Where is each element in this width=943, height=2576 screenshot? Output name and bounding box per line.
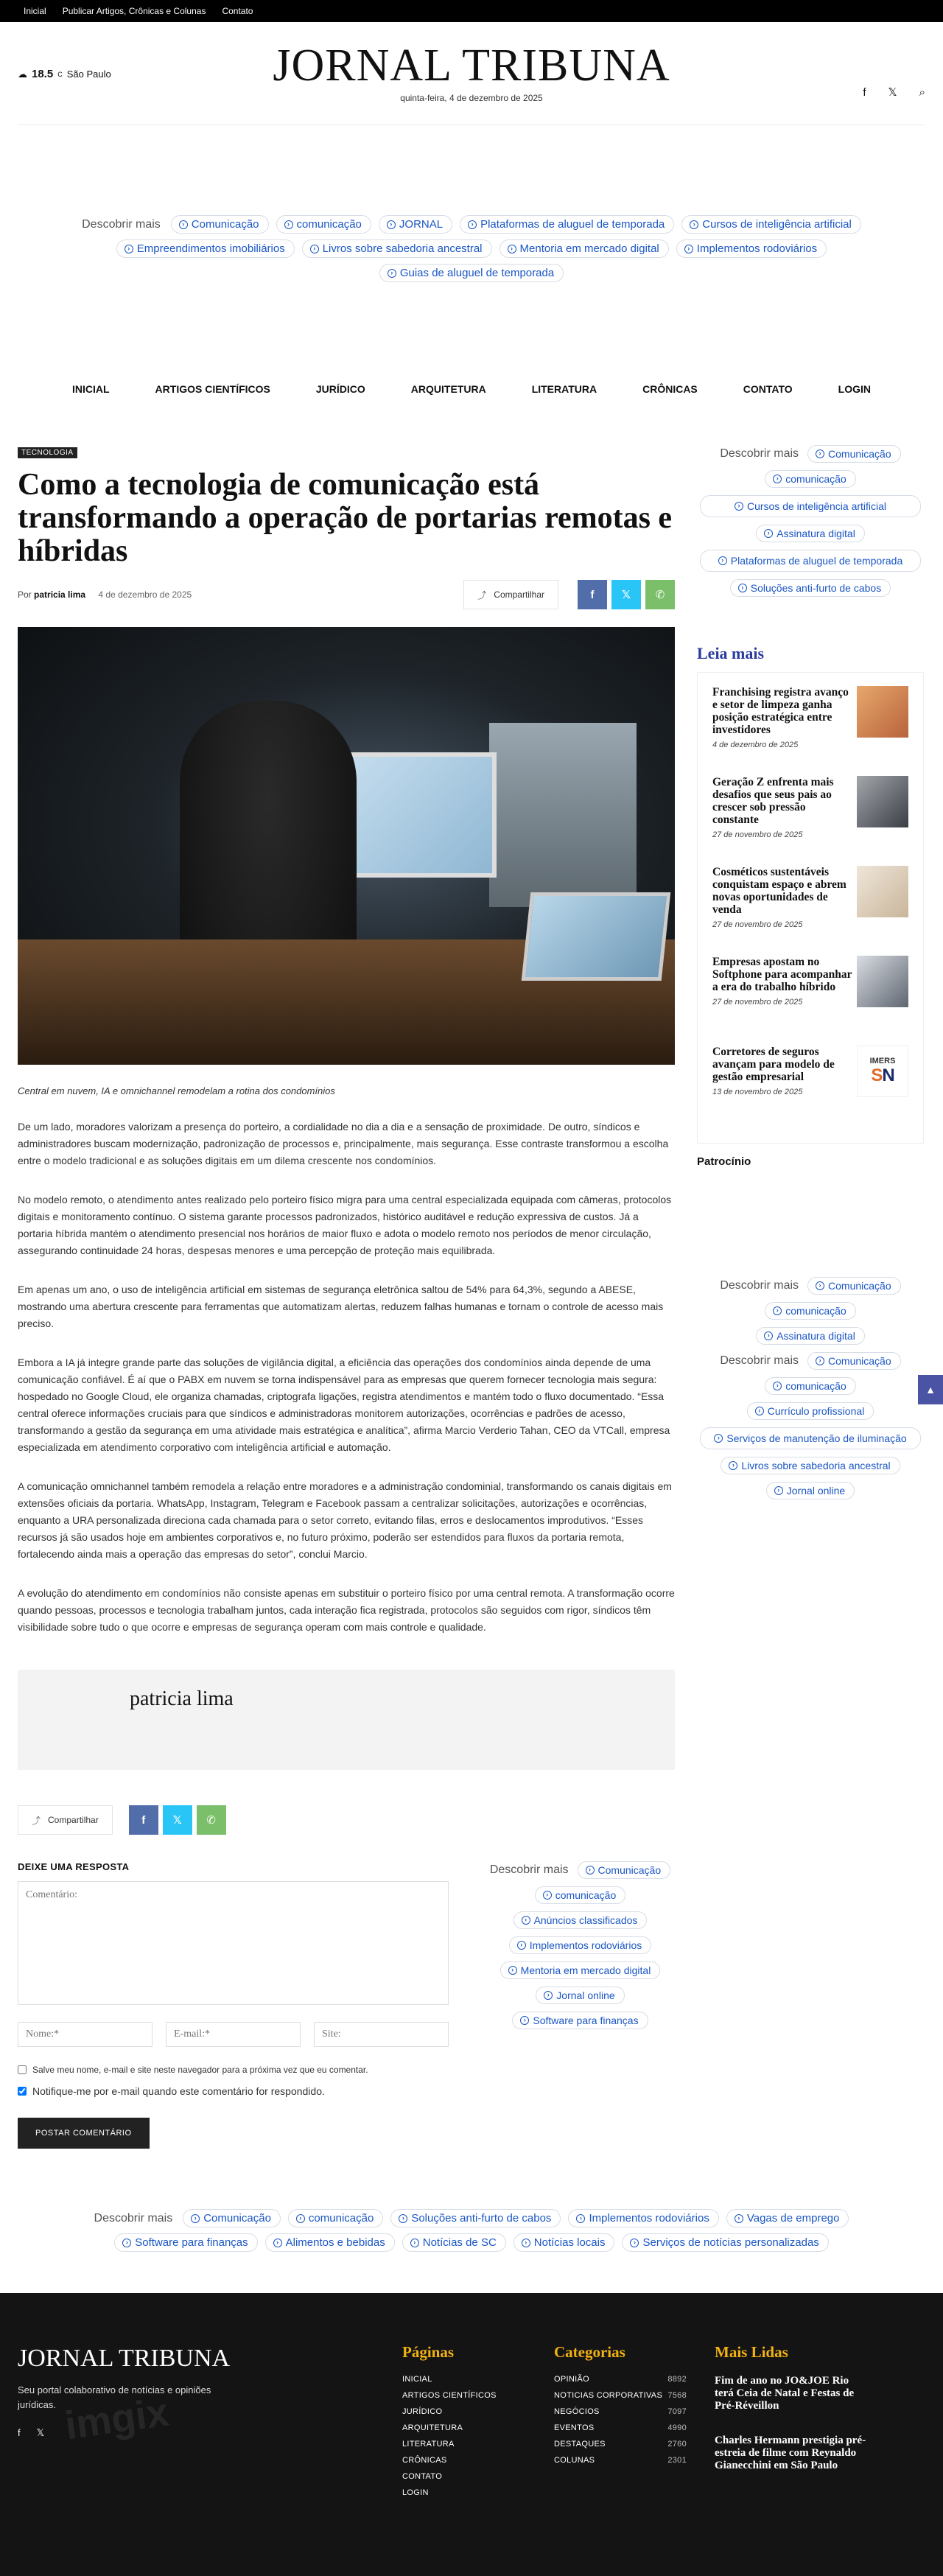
- share-whatsapp-button[interactable]: [197, 1805, 226, 1835]
- leia-mais-item[interactable]: [712, 956, 908, 1029]
- x-twitter-icon: 𝕏: [621, 589, 631, 601]
- site-logo[interactable]: JORNAL TRIBUNA: [273, 41, 670, 91]
- leia-mais-thumbnail[interactable]: [857, 866, 908, 917]
- share-facebook-button[interactable]: [578, 580, 607, 609]
- category-name: DESTAQUES: [554, 2440, 606, 2449]
- temperature: 18.5: [32, 68, 54, 80]
- arrow-circle-icon: ›: [410, 2239, 419, 2247]
- nav-item[interactable]: LITERATURA: [531, 383, 597, 395]
- whatsapp-icon: ✆: [655, 589, 665, 601]
- discover-pill-label: Livros sobre sabedoria ancestral: [322, 242, 483, 255]
- discover-pill-label: Alimentos e bebidas: [285, 2236, 385, 2249]
- discover-pill-label: Notícias locais: [533, 2236, 606, 2249]
- discover-pill[interactable]: [379, 264, 564, 282]
- arrow-circle-icon: ›: [773, 1382, 782, 1390]
- discover-pill[interactable]: [756, 525, 865, 542]
- arrow-circle-icon: ›: [273, 2239, 282, 2247]
- chevron-up-icon: ▲: [925, 1384, 936, 1396]
- share-x-button[interactable]: [163, 1805, 192, 1835]
- footer-category-link[interactable]: [554, 2407, 687, 2416]
- arrow-circle-icon: ›: [764, 529, 773, 538]
- discover-pill[interactable]: [726, 2209, 849, 2227]
- footer-mais-lidas: [715, 2343, 869, 2472]
- footer-pages-title: Páginas: [402, 2343, 455, 2361]
- discover-pill-label: comunicação: [555, 1889, 617, 1901]
- leia-mais-thumbnail[interactable]: [857, 776, 908, 827]
- discover-pill[interactable]: [390, 2209, 561, 2227]
- discover-pill[interactable]: [676, 239, 827, 258]
- mais-lidas-item[interactable]: Fim de ano no JO&JOE Rio terá Ceia de Natal e Festas de Pré-Réveillon: [715, 2375, 855, 2412]
- article-paragraph: No modelo remoto, o atendimento antes realizado pelo porteiro físico migra para uma central especializada equipada com câmeras, protocolos digitais e monitoramento contínuo. O sistema garante processos padronizados, histórico auditável e redução expressiva de custos. Já a portaria híbrida mantém o atendimento presencial nos horários de maior fluxo e adota o modelo remoto nos períodos de menor circulação, assegurando continuidade 24 horas, despesas menores e uma percepção de proteção mais equilibrada.: [18, 1194, 672, 1256]
- discover-pill-label: Mentoria em mercado digital: [520, 1964, 651, 1976]
- category-name: COLUNAS: [554, 2456, 595, 2465]
- footer-page-link[interactable]: CONTATO: [402, 2472, 443, 2481]
- arrow-circle-icon: ›: [773, 475, 782, 483]
- discover-pill-label: Vagas de emprego: [746, 2212, 840, 2225]
- discover-pill[interactable]: [721, 1457, 900, 1474]
- discover-pill-label: Mentoria em mercado digital: [519, 242, 659, 255]
- discover-label: Descobrir mais: [94, 2211, 173, 2225]
- leia-mais-date: 13 de novembro de 2025: [712, 1088, 803, 1096]
- arrow-circle-icon: ›: [310, 245, 319, 253]
- discover-label: Descobrir mais: [720, 1279, 799, 1292]
- arrow-circle-icon: ›: [522, 1916, 530, 1925]
- weather-city: São Paulo: [66, 69, 111, 80]
- post-comment-button[interactable]: POSTAR COMENTÁRIO: [18, 2118, 150, 2149]
- discover-pill-label: comunicação: [785, 1305, 846, 1317]
- discover-pill-label: Comunicação: [203, 2212, 271, 2225]
- category-tag[interactable]: TECNOLOGIA: [18, 447, 77, 458]
- footer-category-link[interactable]: [554, 2423, 687, 2432]
- temperature-unit: C: [57, 70, 63, 78]
- share-button-bottom[interactable]: [18, 1805, 113, 1835]
- discover-pill-label: Cursos de inteligência artificial: [746, 500, 887, 512]
- discover-more-comments: [485, 1861, 675, 2149]
- scroll-top-button[interactable]: [918, 1375, 943, 1404]
- leia-mais-title: Leia mais: [697, 644, 765, 662]
- leia-mais-thumbnail[interactable]: [857, 956, 908, 1007]
- discover-pill-label: Assinatura digital: [777, 528, 855, 539]
- discover-pill[interactable]: [807, 1277, 901, 1295]
- discover-pill[interactable]: [766, 1482, 855, 1499]
- footer-category-link[interactable]: [554, 2440, 687, 2449]
- leia-mais-item[interactable]: [712, 866, 908, 939]
- x-twitter-icon: 𝕏: [172, 1814, 182, 1827]
- arrow-circle-icon: ›: [122, 2239, 131, 2247]
- name-field[interactable]: [18, 2022, 153, 2047]
- leia-mais-date: 27 de novembro de 2025: [712, 998, 803, 1007]
- discover-pill[interactable]: [114, 2233, 257, 2252]
- discover-pill[interactable]: [765, 470, 856, 488]
- discover-pill[interactable]: [535, 1886, 626, 1904]
- share-label: Compartilhar: [48, 1815, 99, 1825]
- arrow-circle-icon: ›: [586, 1866, 595, 1875]
- discover-more-top: [0, 125, 943, 361]
- discover-pill[interactable]: [379, 215, 452, 234]
- discover-pill-label: Comunicação: [828, 448, 891, 460]
- comment-form-title: DEIXE UMA RESPOSTA: [18, 1861, 130, 1872]
- arrow-circle-icon: ›: [773, 1306, 782, 1315]
- article-paragraph: Em apenas um ano, o uso de inteligência artificial em sistemas de segurança eletrônica saltou de 54% para 64,3%, segundo a ABESE, mostrando uma abertura crescente para ferramentas que automatizam alertas, reduzem falhas humanas e tornam o controle de acesso mais preciso.: [18, 1284, 664, 1329]
- top-bar: [0, 0, 943, 22]
- discover-pill[interactable]: [578, 1861, 671, 1879]
- footer-pages: [402, 2343, 497, 2505]
- leia-mais-headline[interactable]: Franchising registra avanço e setor de limpeza ganha posição estratégica entre investidores: [712, 686, 849, 736]
- discover-pill[interactable]: [700, 550, 921, 572]
- discover-pill-label: Plataformas de aluguel de temporada: [480, 218, 665, 231]
- topbar-link-contato[interactable]: Contato: [222, 6, 253, 16]
- arrow-circle-icon: ›: [543, 1891, 552, 1900]
- arrow-circle-icon: ›: [630, 2239, 639, 2247]
- facebook-icon: f: [590, 588, 595, 601]
- author-box-name[interactable]: patricia lima: [130, 1687, 234, 1710]
- leia-mais-headline[interactable]: Corretores de seguros avançam para modelo de gestão empresarial: [712, 1046, 835, 1083]
- nav-item[interactable]: CONTATO: [743, 383, 793, 395]
- cloud-icon: ☁: [18, 68, 27, 80]
- hero-image: [18, 627, 675, 1065]
- discover-pill[interactable]: [756, 1327, 865, 1345]
- share-whatsapp-button[interactable]: [645, 580, 675, 609]
- discover-pill[interactable]: [536, 1987, 624, 2004]
- arrow-circle-icon: ›: [179, 220, 188, 229]
- category-count: 7568: [667, 2391, 687, 2400]
- arrow-circle-icon: ›: [755, 1407, 764, 1415]
- arrow-circle-icon: ›: [284, 220, 293, 229]
- sidebar: [697, 445, 924, 2149]
- arrow-circle-icon: ›: [735, 502, 743, 511]
- article-body: [18, 1119, 675, 1636]
- arrow-circle-icon: ›: [544, 1991, 553, 2000]
- discover-pill[interactable]: [747, 1402, 874, 1420]
- discover-pill-label: Jornal online: [786, 1485, 846, 1497]
- byline: [18, 589, 192, 600]
- discover-pill-label: comunicação: [785, 473, 846, 485]
- leia-mais-thumbnail[interactable]: [857, 686, 908, 738]
- footer-page-link[interactable]: JURÍDICO: [402, 2407, 443, 2416]
- discover-pill-label: comunicação: [296, 218, 362, 231]
- discover-pill-label: Guias de aluguel de temporada: [399, 267, 555, 279]
- discover-pill[interactable]: [513, 2233, 615, 2252]
- category-count: 8892: [667, 2375, 687, 2384]
- leia-mais-headline[interactable]: Geração Z enfrenta mais desafios que seus pais ao crescer sob pressão constante: [712, 776, 834, 826]
- arrow-circle-icon: ›: [522, 2239, 530, 2247]
- discover-pill-label: Comunicação: [191, 218, 259, 231]
- discover-pill[interactable]: [302, 239, 492, 258]
- category-name: OPINIÃO: [554, 2375, 589, 2384]
- discover-pill-label: Livros sobre sabedoria ancestral: [741, 1460, 891, 1471]
- email-field[interactable]: [166, 2022, 301, 2047]
- footer: [0, 2293, 943, 2576]
- main-nav: [0, 361, 943, 413]
- share-icon: ⤴: [32, 1815, 41, 1826]
- share-facebook-button[interactable]: [129, 1805, 158, 1835]
- arrow-circle-icon: ›: [774, 1486, 783, 1495]
- leia-mais-headline[interactable]: Cosméticos sustentáveis conquistam espaço e abrem novas oportunidades de venda: [712, 866, 846, 916]
- discover-pill-label: Software para finanças: [135, 2236, 248, 2249]
- byline-prefix: Por: [18, 589, 32, 600]
- topbar-link-inicial[interactable]: Inicial: [24, 6, 46, 16]
- discover-label: Descobrir mais: [720, 1354, 799, 1367]
- save-info-label: Salve meu nome, e-mail e site neste navegador para a próxima vez que eu comentar.: [32, 2065, 368, 2075]
- arrow-circle-icon: ›: [296, 2214, 305, 2223]
- leia-mais-item[interactable]: [712, 686, 908, 760]
- category-count: 4990: [667, 2423, 687, 2432]
- discover-pill-label: Jornal online: [556, 1989, 615, 2001]
- leia-mais-list: [697, 672, 924, 1144]
- footer-page-link[interactable]: INICIAL: [402, 2375, 432, 2384]
- share-x-button[interactable]: [611, 580, 641, 609]
- discover-pill[interactable]: [499, 239, 669, 258]
- arrow-circle-icon: ›: [517, 1941, 526, 1950]
- discover-pill[interactable]: [807, 1352, 901, 1370]
- discover-pill-label: Implementos rodoviários: [589, 2212, 709, 2225]
- category-count: 2760: [667, 2440, 687, 2449]
- arrow-circle-icon: ›: [508, 1966, 517, 1975]
- facebook-icon[interactable]: f: [863, 85, 866, 99]
- arrow-circle-icon: ›: [125, 245, 133, 253]
- discover-pill-label: Assinatura digital: [777, 1330, 855, 1342]
- discover-pill[interactable]: [807, 445, 901, 463]
- save-info-checkbox[interactable]: [18, 2065, 27, 2074]
- image-caption: Central em nuvem, IA e omnichannel remodelam a rotina dos condomínios: [18, 1085, 335, 1096]
- search-icon[interactable]: ⌕: [919, 85, 925, 99]
- discover-pill-label: Comunicação: [597, 1864, 662, 1876]
- discover-pill[interactable]: [509, 1936, 652, 1954]
- footer-page-link[interactable]: ARQUITETURA: [402, 2423, 463, 2432]
- x-twitter-icon[interactable]: 𝕏: [36, 2427, 45, 2438]
- discover-pill-label: Software para finanças: [533, 2015, 639, 2026]
- arrow-circle-icon: ›: [816, 449, 824, 458]
- imers-logo: SN: [871, 1065, 894, 1085]
- article-paragraph: A evolução do atendimento em condomínios não consiste apenas em substituir o porteiro físico por uma central remota. A transformação ocorre quando pessoas, processos e tecnologia trabalham juntos, cada interação fica registrada, protocolos são seguidos com rigor, síndicos têm visibilidade sobre tudo o que ocorre e empresas de segurança operam com mais controle e qualidade.: [18, 1587, 675, 1633]
- discover-more-bottom: [0, 2149, 943, 2293]
- discover-pill[interactable]: [183, 2209, 281, 2227]
- arrow-circle-icon: ›: [684, 245, 693, 253]
- discover-pill-label: Comunicação: [828, 1280, 891, 1292]
- topbar-link-publicar[interactable]: Publicar Artigos, Crônicas e Colunas: [62, 6, 206, 16]
- leia-mais-date: 27 de novembro de 2025: [712, 830, 803, 839]
- category-name: NEGÓCIOS: [554, 2407, 600, 2416]
- article-date: 4 de dezembro de 2025: [98, 589, 192, 600]
- discover-pill-label: Empreendimentos imobiliários: [136, 242, 285, 255]
- footer-category-link[interactable]: [554, 2391, 687, 2400]
- discover-pill[interactable]: [622, 2233, 828, 2252]
- site-field[interactable]: [314, 2022, 449, 2047]
- whatsapp-icon: ✆: [206, 1814, 216, 1827]
- arrow-circle-icon: ›: [468, 220, 477, 229]
- arrow-circle-icon: ›: [387, 220, 396, 229]
- x-twitter-icon[interactable]: 𝕏: [888, 86, 897, 99]
- discover-pill-label: Comunicação: [828, 1355, 891, 1367]
- discover-pill-label: JORNAL: [399, 218, 444, 231]
- imers-label: IMERS: [869, 1057, 896, 1065]
- header-date: quinta-feira, 4 de dezembro de 2025: [400, 93, 543, 103]
- facebook-icon: f: [141, 1813, 146, 1827]
- footer-page-link[interactable]: LOGIN: [402, 2488, 429, 2497]
- arrow-circle-icon: ›: [576, 2214, 585, 2223]
- arrow-circle-icon: ›: [690, 220, 698, 229]
- discover-label: Descobrir mais: [489, 1863, 569, 1876]
- discover-pill[interactable]: [171, 215, 269, 234]
- footer-page-link[interactable]: CRÔNICAS: [402, 2456, 447, 2465]
- discover-pill-label: Soluções anti-furto de cabos: [750, 582, 882, 594]
- leia-mais-date: 27 de novembro de 2025: [712, 920, 803, 929]
- footer-categories: [554, 2343, 687, 2472]
- nav-item[interactable]: ARTIGOS CIENTÍFICOS: [155, 383, 270, 395]
- arrow-circle-icon: ›: [399, 2214, 407, 2223]
- author-box: [18, 1670, 675, 1770]
- share-button[interactable]: [463, 580, 558, 609]
- nav-item[interactable]: ARQUITETURA: [410, 383, 486, 395]
- discover-pill[interactable]: [700, 495, 921, 517]
- discover-pill[interactable]: [765, 1302, 856, 1320]
- arrow-circle-icon: ›: [714, 1434, 723, 1443]
- footer-category-link[interactable]: [554, 2375, 687, 2384]
- discover-pill-label: Implementos rodoviários: [696, 242, 818, 255]
- discover-pill-label: Implementos rodoviários: [529, 1939, 642, 1951]
- footer-logo[interactable]: JORNAL TRIBUNA: [18, 2345, 231, 2372]
- author-link[interactable]: patricia lima: [34, 589, 86, 600]
- discover-pill-label: comunicação: [785, 1380, 846, 1392]
- footer-page-link[interactable]: LITERATURA: [402, 2440, 455, 2449]
- discover-pill[interactable]: [276, 215, 371, 234]
- discover-label: Descobrir mais: [720, 447, 799, 460]
- comment-form: [18, 1861, 449, 2149]
- nav-item[interactable]: JURÍDICO: [315, 383, 365, 395]
- category-name: NOTICIAS CORPORATIVAS: [554, 2391, 663, 2400]
- leia-mais-item[interactable]: [712, 776, 908, 850]
- article-paragraph: A comunicação omnichannel também remodela a relação entre moradores e a administração condominial, transformando os canais digitais em extensões oficiais da portaria. WhatsApp, Instagram, Telegram e Facebook passam a centralizar solicitações, autorizações e ocorrências, enquanto a URA personalizada direciona cada chamada para o setor correto, evitando filas, erros e deslocamentos improdutivos. “Esses recursos já são usados hoje em ambientes corporativos e, no futuro próximo, poderão ser estendidos para fluxos da portaria remota, fortalecendo ainda mais a operação das empresas do setor”, conclui Marcio.: [18, 1480, 672, 1560]
- arrow-circle-icon: ›: [816, 1357, 824, 1365]
- discover-pill[interactable]: [681, 215, 861, 234]
- nav-item[interactable]: LOGIN: [838, 383, 871, 395]
- site-header: [18, 22, 925, 125]
- nav-item[interactable]: INICIAL: [71, 383, 110, 395]
- article-main: [18, 445, 675, 2149]
- discover-label: Descobrir mais: [82, 217, 161, 231]
- discover-pill-label: Notícias de SC: [422, 2236, 497, 2249]
- discover-pill-label: Cursos de inteligência artificial: [702, 218, 852, 231]
- footer-category-link[interactable]: [554, 2456, 687, 2465]
- arrow-circle-icon: ›: [764, 1331, 773, 1340]
- category-name: EVENTOS: [554, 2423, 595, 2432]
- discover-pill-label: Plataformas de aluguel de temporada: [730, 555, 903, 567]
- footer-page-link[interactable]: ARTIGOS CIENTÍFICOS: [402, 2391, 497, 2400]
- discover-pill[interactable]: [568, 2209, 718, 2227]
- arrow-circle-icon: ›: [508, 245, 516, 253]
- footer-mais-title: Mais Lidas: [715, 2343, 788, 2361]
- footer-watermark: imgix: [62, 2390, 172, 2449]
- category-count: 2301: [667, 2456, 687, 2465]
- discover-pill[interactable]: [288, 2209, 383, 2227]
- leia-mais-headline[interactable]: Empresas apostam no Softphone para acompanhar a era do trabalho híbrido: [712, 956, 852, 993]
- discover-pill-label: Serviços de notícias personalizadas: [642, 2236, 819, 2249]
- discover-pill-label: Currículo profissional: [767, 1405, 865, 1417]
- discover-pill[interactable]: [402, 2233, 506, 2252]
- arrow-circle-icon: ›: [718, 556, 727, 565]
- share-icon: ⤴: [477, 589, 487, 601]
- discover-pill[interactable]: [500, 1961, 661, 1979]
- discover-pill[interactable]: [700, 1427, 921, 1449]
- discover-pill-label: Anúncios classificados: [533, 1914, 638, 1926]
- notify-checkbox[interactable]: [18, 2087, 27, 2096]
- footer-categories-title: Categorias: [554, 2343, 625, 2361]
- leia-mais-date: 4 de dezembro de 2025: [712, 741, 799, 749]
- comment-textarea[interactable]: [18, 1881, 449, 2005]
- category-count: 7097: [667, 2407, 687, 2416]
- arrow-circle-icon: ›: [738, 584, 747, 592]
- discover-pill[interactable]: [513, 1911, 648, 1929]
- nav-item[interactable]: CRÔNICAS: [642, 383, 698, 395]
- share-label: Compartilhar: [494, 589, 544, 600]
- notify-label: Notifique-me por e-mail quando este comentário for respondido.: [32, 2085, 325, 2097]
- discover-pill[interactable]: [460, 215, 674, 234]
- discover-pill[interactable]: [116, 239, 295, 258]
- arrow-circle-icon: ›: [729, 1461, 737, 1470]
- article-title: Como a tecnologia de comunicação está transformando a operação de portarias remotas e híbridas: [18, 468, 673, 568]
- arrow-circle-icon: ›: [735, 2214, 743, 2223]
- leia-mais-item[interactable]: [712, 1046, 908, 1119]
- arrow-circle-icon: ›: [388, 269, 396, 278]
- discover-pill-label: Serviços de manutenção de iluminação: [726, 1432, 907, 1444]
- discover-pill[interactable]: [265, 2233, 395, 2252]
- article-paragraph: Embora a IA já integre grande parte das soluções de vigilância digital, a eficiência das operações dos condomínios ainda depende de uma comunicação confiável. É aí que o PABX em nuvem se torna indispensável para as empresas que querem fornecer tecnologia mais segura: hospedado no Google Cloud, ele organiza chamadas, criptografa ligações, registra atendimentos e mantém todo o fluxo documentado. “Essa central oferece informações cruciais para que síndicos e administradoras monitorem autorizações, ocorrências e padrões de acesso, transformando a gestão da segurança em uma atividade mais estratégica e analítica”, afirma Marcio Verderio Tahan, CEO da VTCall, empresa especializada em atendimento corporativo com inteligência artificial e automação.: [18, 1357, 670, 1453]
- discover-pill[interactable]: [730, 579, 891, 597]
- mais-lidas-item[interactable]: Charles Hermann prestigia pré-estreia de filme com Reynaldo Gianecchini em São Paulo: [715, 2435, 866, 2471]
- facebook-icon[interactable]: f: [18, 2427, 21, 2438]
- leia-mais-thumbnail[interactable]: [857, 1046, 908, 1097]
- article-paragraph: De um lado, moradores valorizam a presença do porteiro, a cordialidade no dia a dia e a sensação de proximidade. De outro, síndicos e administradores buscam modernização, padronização de processos e, principalmente, mais segurança. Esse contraste transformou a escolha entre o modelo tradicional e as soluções digitais em um dilema crescente nos condomínios.: [18, 1121, 669, 1166]
- discover-pill-label: comunicação: [308, 2212, 374, 2225]
- patrocinio-label: Patrocínio: [697, 1155, 751, 1168]
- discover-pill[interactable]: [765, 1377, 856, 1395]
- arrow-circle-icon: ›: [191, 2214, 200, 2223]
- arrow-circle-icon: ›: [816, 1281, 824, 1290]
- footer-tagline: Seu portal colaborativo de notícias e opiniões jurídicas.: [18, 2384, 211, 2410]
- discover-pill-label: Soluções anti-furto de cabos: [411, 2212, 552, 2225]
- discover-pill[interactable]: [512, 2012, 648, 2029]
- arrow-circle-icon: ›: [520, 2016, 529, 2025]
